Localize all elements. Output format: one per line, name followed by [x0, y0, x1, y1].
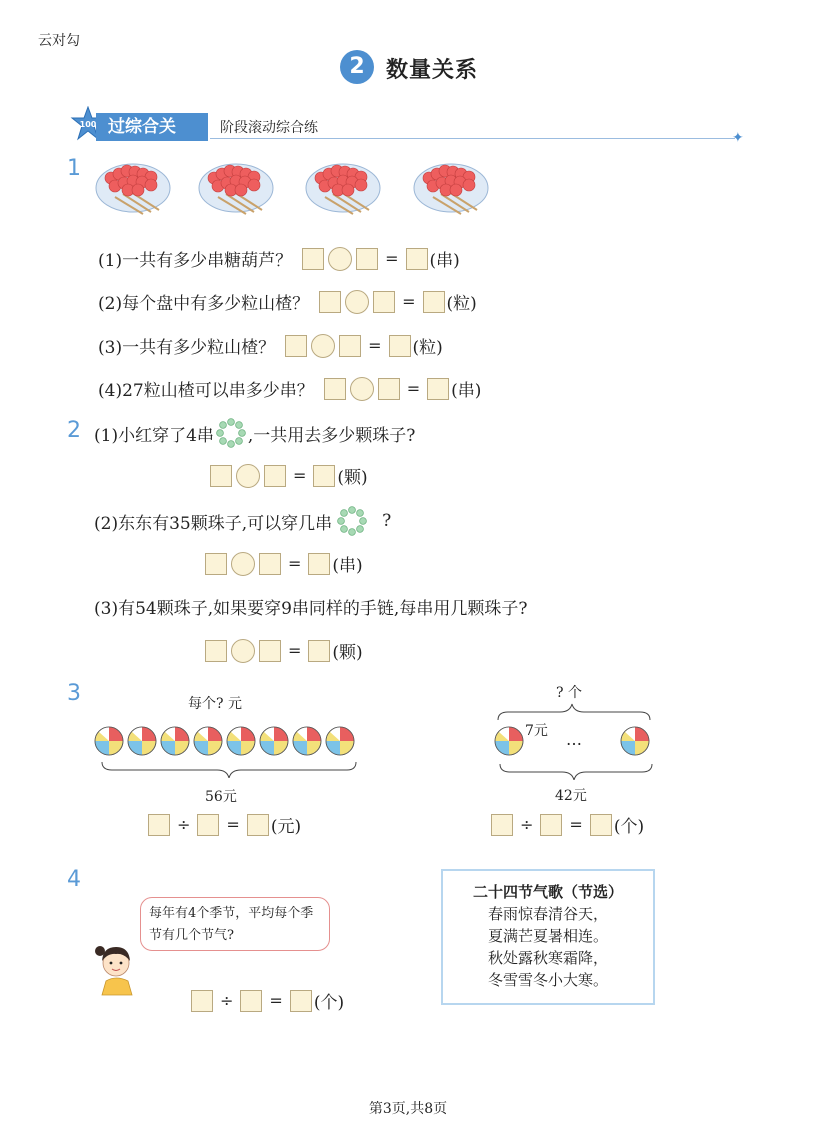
answer-box[interactable]: [264, 465, 286, 487]
poem-line: 春雨惊春清谷天，: [487, 905, 608, 923]
answer-box[interactable]: [313, 465, 335, 487]
answer-box[interactable]: [259, 640, 281, 662]
question-number-1: 1: [67, 156, 81, 181]
answer-box[interactable]: [427, 378, 449, 400]
q2-part-2-equation: = (串): [203, 551, 363, 576]
plate-4: [414, 164, 488, 214]
answer-box[interactable]: [148, 814, 170, 836]
q2-part-1-equation: = (颗): [208, 463, 368, 488]
answer-box[interactable]: [290, 990, 312, 1012]
answer-box[interactable]: [247, 814, 269, 836]
q1-item-3-label: (3)一共有多少粒山楂？: [98, 338, 276, 358]
equals-sign: =: [269, 991, 283, 1010]
poem-line: 冬雪雪冬小大寒。: [487, 971, 608, 989]
q3-right-equation: [489, 812, 644, 837]
q1-item-3-unit: (粒): [412, 338, 443, 358]
question-number-4: 4: [67, 867, 81, 892]
plate-2: [199, 164, 273, 214]
answer-box[interactable]: [259, 553, 281, 575]
q1-item-4: (4)27粒山楂可以串多少串？ = (串): [98, 376, 481, 401]
equals-sign: =: [226, 815, 240, 834]
q1-item-3: (3)一共有多少粒山楂？ = (粒): [98, 333, 443, 358]
q3-left-price-label: 每个? 元: [188, 696, 242, 712]
q3-left-unit: (元): [270, 817, 302, 837]
q2-part-3-unit: (颗): [332, 643, 363, 663]
q3-right-price: 7元: [525, 723, 548, 739]
answer-box[interactable]: [356, 248, 378, 270]
answer-box[interactable]: [324, 378, 346, 400]
operator-circle[interactable]: [311, 334, 335, 358]
candied-haws-plates-image: [95, 152, 495, 224]
answer-box[interactable]: [285, 335, 307, 357]
operator-circle[interactable]: [350, 377, 374, 401]
unit-title: 数量关系: [386, 58, 479, 83]
operator-circle[interactable]: [345, 290, 369, 314]
q2-part-1-text-a: (1)小红穿了4串: [94, 425, 214, 446]
q2-part-1: [94, 418, 415, 448]
q3-left-balls-image: [92, 722, 366, 778]
q3-right-total: 42元: [555, 788, 587, 804]
q3-right-unit: (个): [613, 817, 645, 837]
q4-unit: (个): [313, 993, 345, 1013]
q3-left-equation: [146, 812, 301, 837]
star-icon-text: 100: [79, 120, 97, 129]
banner-subtitle: 阶段滚动综合练: [220, 120, 318, 136]
banner-title: 过综合关: [96, 113, 208, 141]
banner-star-end-icon: ✦: [732, 130, 744, 146]
divide-sign: ÷: [520, 815, 534, 834]
brand-label: 云对勾: [38, 33, 80, 49]
q2-part-3-equation: = (颗): [203, 638, 363, 663]
q3-left-total: 56元: [205, 789, 237, 805]
banner-divider: [210, 138, 735, 139]
q2-part-2-unit: (串): [332, 556, 363, 576]
q4-equation: [189, 988, 344, 1013]
q2-part-2: [94, 506, 391, 536]
q1-item-1-label: (1)一共有多少串糖葫芦？: [98, 251, 293, 271]
solar-terms-poem-box: [441, 869, 655, 1005]
q1-item-2-label: (2)每个盘中有多少粒山楂？: [98, 294, 310, 314]
q1-item-2: (2)每个盘中有多少粒山楂？ = (粒): [98, 289, 477, 314]
q3-right-ellipsis: …: [566, 730, 582, 749]
speech-bubble: 每年有4个季节，平均每个季节有几个节气?: [140, 897, 330, 951]
answer-box[interactable]: [378, 378, 400, 400]
answer-box[interactable]: [423, 291, 445, 313]
divide-sign: ÷: [177, 815, 191, 834]
poem-line: 夏满芒夏暑相连。: [487, 927, 608, 945]
page-footer: 第3页,共8页: [368, 1101, 448, 1117]
divide-sign: ÷: [220, 991, 234, 1010]
unit-number-badge: 2: [340, 50, 374, 84]
answer-box[interactable]: [210, 465, 232, 487]
answer-box[interactable]: [319, 291, 341, 313]
operator-circle[interactable]: [231, 552, 255, 576]
plate-3: [306, 164, 380, 214]
answer-box[interactable]: [240, 990, 262, 1012]
q2-part-1-text-b: ,一共用去多少颗珠子?: [247, 425, 416, 446]
q1-item-1-unit: (串): [429, 251, 460, 271]
q2-part-1-unit: (颗): [337, 468, 368, 488]
answer-box[interactable]: [308, 640, 330, 662]
answer-box[interactable]: [389, 335, 411, 357]
q1-item-4-label: (4)27粒山楂可以串多少串？: [98, 381, 314, 401]
operator-circle[interactable]: [231, 639, 255, 663]
q2-part-2-text-b: ?: [382, 511, 392, 531]
question-number-2: 2: [67, 418, 81, 443]
poem-line: 秋处露秋寒霜降，: [487, 949, 608, 967]
plate-1: [96, 164, 170, 214]
answer-box[interactable]: [406, 248, 428, 270]
bead-bracelet-icon: [336, 506, 368, 536]
girl-avatar-illustration: [92, 935, 140, 997]
answer-box[interactable]: [308, 553, 330, 575]
operator-circle[interactable]: [328, 247, 352, 271]
answer-box[interactable]: [302, 248, 324, 270]
answer-box[interactable]: [339, 335, 361, 357]
q2-part-2-text-a: (2)东东有35颗珠子,可以穿几串: [94, 513, 333, 534]
answer-box[interactable]: [590, 814, 612, 836]
poem-title: 二十四节气歌（节选）: [472, 883, 623, 901]
q2-part-3-text: (3)有54颗珠子,如果要穿9串同样的手链,每串用几颗珠子?: [94, 599, 528, 619]
bead-bracelet-icon: [216, 418, 246, 448]
answer-box[interactable]: [491, 814, 513, 836]
operator-circle[interactable]: [236, 464, 260, 488]
q1-item-1: (1)一共有多少串糖葫芦？ = (串): [98, 246, 460, 271]
q1-item-4-unit: (串): [451, 381, 482, 401]
answer-box[interactable]: [197, 814, 219, 836]
question-number-3: 3: [67, 681, 81, 706]
q3-right-count-label: ? 个: [556, 685, 582, 701]
answer-box[interactable]: [373, 291, 395, 313]
answer-box[interactable]: [191, 990, 213, 1012]
answer-box[interactable]: [205, 640, 227, 662]
q2-part-3: [94, 594, 527, 619]
q1-item-2-unit: (粒): [446, 294, 477, 314]
answer-box[interactable]: [540, 814, 562, 836]
answer-box[interactable]: [205, 553, 227, 575]
equals-sign: =: [569, 815, 583, 834]
